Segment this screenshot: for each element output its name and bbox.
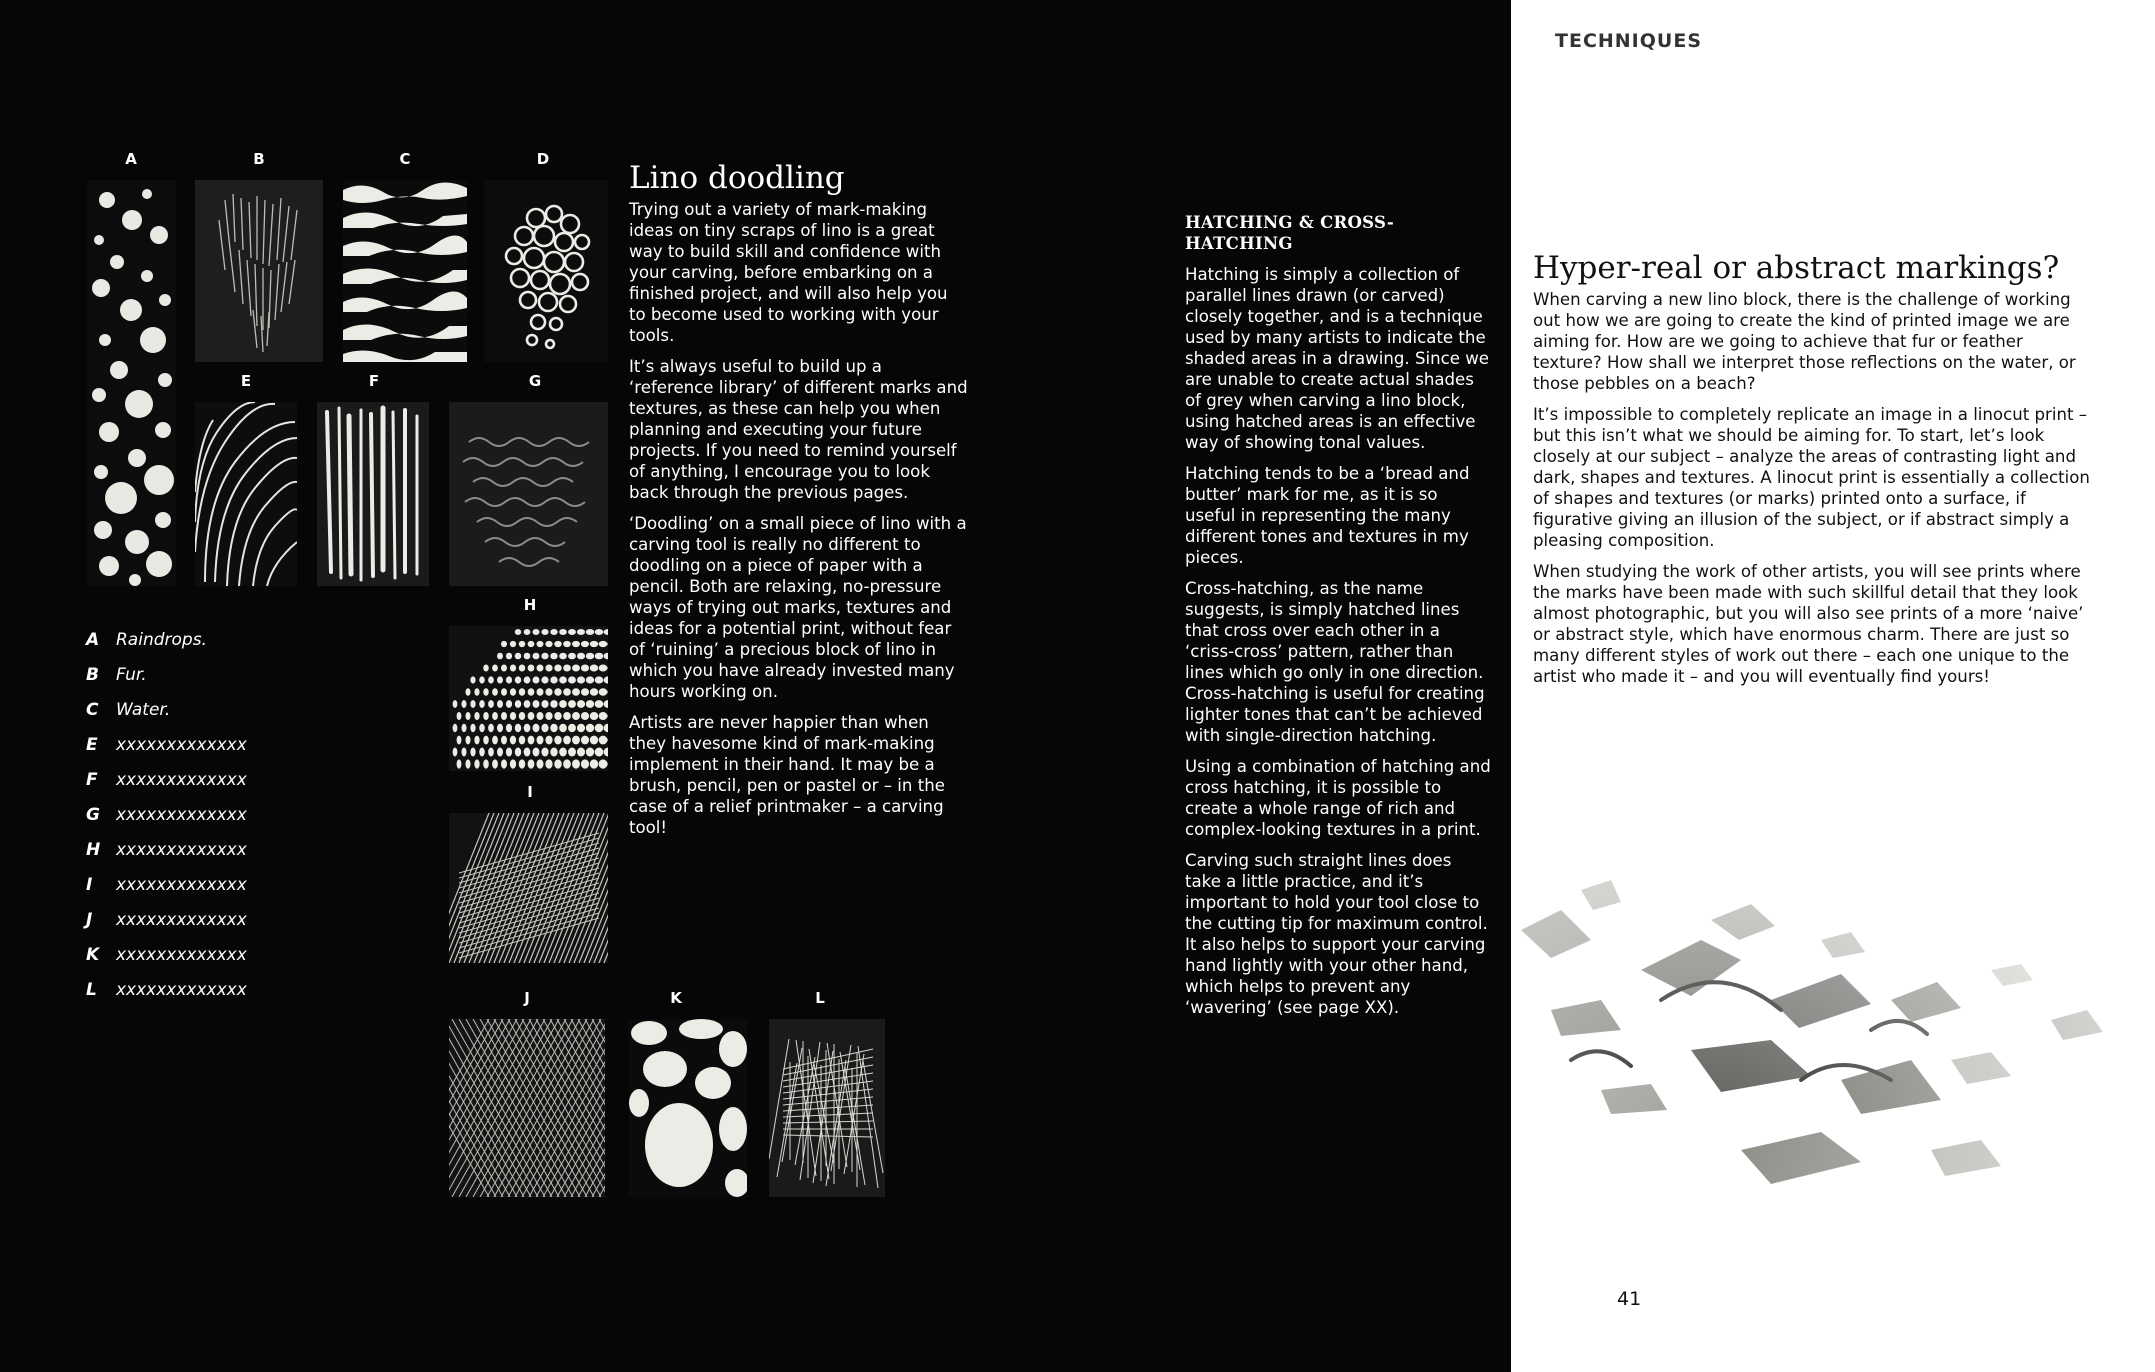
tile-l-scratch <box>769 1019 885 1197</box>
legend-text: xxxxxxxxxxxxx <box>116 979 247 1000</box>
tile-label-b: B <box>253 150 265 168</box>
tile-label-e: E <box>240 372 252 390</box>
streaks-texture <box>317 402 429 586</box>
tile-label-l: L <box>815 989 825 1007</box>
legend-key: A <box>86 629 100 650</box>
scribble-texture <box>449 402 608 586</box>
legend-key: C <box>86 699 99 720</box>
bubbles-texture <box>484 180 608 362</box>
hyper-real-section <box>1533 250 2093 697</box>
tile-label-i: I <box>527 783 533 801</box>
fur-texture <box>195 180 323 362</box>
legend-text: xxxxxxxxxxxxx <box>116 734 247 755</box>
tile-label-j: J <box>524 989 530 1007</box>
legend-text: xxxxxxxxxxxxx <box>116 804 247 825</box>
legend-text: xxxxxxxxxxxxx <box>116 944 247 965</box>
legend-key: L <box>86 979 97 1000</box>
legend-text: Raindrops. <box>116 629 207 650</box>
legend-row <box>86 762 247 797</box>
legend-text: xxxxxxxxxxxxx <box>116 839 247 860</box>
section-title: Lino doodling <box>629 160 845 196</box>
legend-text: Water. <box>116 699 171 720</box>
legend-key: F <box>86 769 98 790</box>
paragraph: Hatching is simply a collection of parallel lines drawn (or carved) closely together, and is a technique used by many artists to indicate the shaded areas in a drawing. Since we are unable to create actual shades of grey when carving a lino block, using hatched areas is an effective way of showing tonal values. <box>1185 265 1490 452</box>
paragraph: ‘Doodling’ on a small piece of lino with a carving tool is really no different to doodling on a piece of paper with a pencil. Both are relaxing, no-pressure ways of trying out marks, textures and ideas for a potential print, without fear of ‘ruining’ a precious block of lino in which you have already invested many hours working on. <box>629 514 967 701</box>
tile-d-bubbles <box>484 180 608 362</box>
legend-key: I <box>86 874 93 895</box>
legend-text: xxxxxxxxxxxxx <box>116 769 247 790</box>
lino-shavings-photo <box>1511 850 2155 1372</box>
paragraph: It’s impossible to completely replicate an image in a linocut print – but this isn’t what we should be aiming for. To start, let’s look closely at our subject – analyze the areas of contrasting light and dark, shapes and textures. A linocut print is essentially a collection of shapes and textures (or marks) printed onto a surface, if figurative giving an illusion of the subject, or if abstract simply a pleasing composition. <box>1533 405 2090 550</box>
tile-j-crosshatch <box>449 1019 605 1197</box>
paragraph: Trying out a variety of mark-making ideas on tiny scraps of lino is a great way to build skill and confidence with your carving, before embarking on a finished project, and will also help you to become used to working with your tools. <box>629 200 948 345</box>
legend-row <box>86 657 247 692</box>
raindrops-texture <box>87 180 176 586</box>
hatching-texture <box>449 813 608 963</box>
page-number: 41 <box>1617 1288 1642 1310</box>
dots-texture <box>449 626 608 771</box>
paragraph: Carving such straight lines does take a little practice, and it’s important to hold your tool close to the cutting tip for maximum control. It also helps to support your carving hand lightly with your other hand, which helps to prevent any ‘wavering’ (see page XX). <box>1185 851 1488 1017</box>
tile-legend <box>86 622 247 1007</box>
paragraph: Using a combination of hatching and cross hatching, it is possible to create a whole range of rich and complex-looking textures in a print. <box>1185 757 1491 839</box>
paragraph: It’s always useful to build up a ‘reference library’ of different marks and textures, as these can help you when planning and executing your future projects. If you need to remind yourself of anything, I encourage you to look back through the previous pages. <box>629 357 968 502</box>
legend-row <box>86 972 247 1007</box>
legend-row <box>86 727 247 762</box>
legend-row <box>86 622 247 657</box>
legend-key: E <box>86 734 98 755</box>
legend-text: xxxxxxxxxxxxx <box>116 909 247 930</box>
tile-label-g: G <box>528 372 542 390</box>
tile-i-hatching <box>449 813 608 963</box>
legend-key: K <box>86 944 100 965</box>
legend-row <box>86 692 247 727</box>
tile-f-streaks <box>317 402 429 586</box>
section-title: HATCHING & CROSS-HATCHING <box>1185 213 1395 253</box>
lino-doodling-section <box>629 160 969 848</box>
legend-row <box>86 902 247 937</box>
tile-g-scribble <box>449 402 608 586</box>
tile-label-a: A <box>125 150 137 168</box>
paragraph: When studying the work of other artists, you will see prints where the marks have been made with such skillful detail that they look almost photographic, but you will also see prints of a more ‘naive’ or abstract style, which have enormous charm. There are just so many different styles of work out there – each one unique to the artist who made it – and you will eventually find yours! <box>1533 562 2084 686</box>
paragraph: When carving a new lino block, there is the challenge of working out how we are going to create the kind of printed image we are aiming for. How are we going to achieve that fur or feather texture? How shall we interpret those reflections on the water, or those pebbles on a beach? <box>1533 290 2076 393</box>
tile-b-fur <box>195 180 323 362</box>
light-page <box>1511 0 2155 1372</box>
tile-label-c: C <box>399 150 411 168</box>
legend-key: B <box>86 664 99 685</box>
legend-row <box>86 832 247 867</box>
legend-text: Fur. <box>116 664 147 685</box>
legend-key: H <box>86 839 101 860</box>
scratch-texture <box>769 1019 885 1197</box>
legend-key: G <box>86 804 100 825</box>
legend-row <box>86 797 247 832</box>
legend-text: xxxxxxxxxxxxx <box>116 874 247 895</box>
tile-c-water <box>343 180 467 362</box>
legend-key: J <box>86 909 93 930</box>
tile-label-h: H <box>523 596 537 614</box>
tile-h-dots <box>449 626 608 771</box>
tile-a-raindrops <box>87 180 176 586</box>
tile-k-pebbles <box>629 1019 747 1197</box>
crosshatch-texture <box>449 1019 605 1197</box>
running-header: TECHNIQUES <box>1555 30 1702 52</box>
paragraph: Artists are never happier than when they havesome kind of mark-making implement in their hand. It may be a brush, pencil, pen or pastel or – in the case of a relief printmaker – a carving tool! <box>629 713 945 837</box>
legend-row <box>86 937 247 972</box>
tile-label-f: F <box>368 372 380 390</box>
legend-row <box>86 867 247 902</box>
hatching-section <box>1185 212 1491 1028</box>
swirl-texture <box>195 402 297 586</box>
water-texture <box>343 180 467 362</box>
paragraph: Hatching tends to be a ‘bread and butter’ mark for me, as it is so useful in representing the many different tones and textures in my pieces. <box>1185 464 1470 567</box>
tile-label-d: D <box>536 150 550 168</box>
section-title: Hyper-real or abstract markings? <box>1533 250 2060 286</box>
tile-e-swirl <box>195 402 297 586</box>
pebbles-texture <box>629 1019 747 1197</box>
paragraph: Cross-hatching, as the name suggests, is simply hatched lines that cross over each other in a ‘criss-cross’ pattern, rather than lines which go only in one direction. Cross-hatching is useful for creating lighter tones that can’t be achieved with single-direction hatching. <box>1185 579 1485 745</box>
tile-label-k: K <box>670 989 682 1007</box>
